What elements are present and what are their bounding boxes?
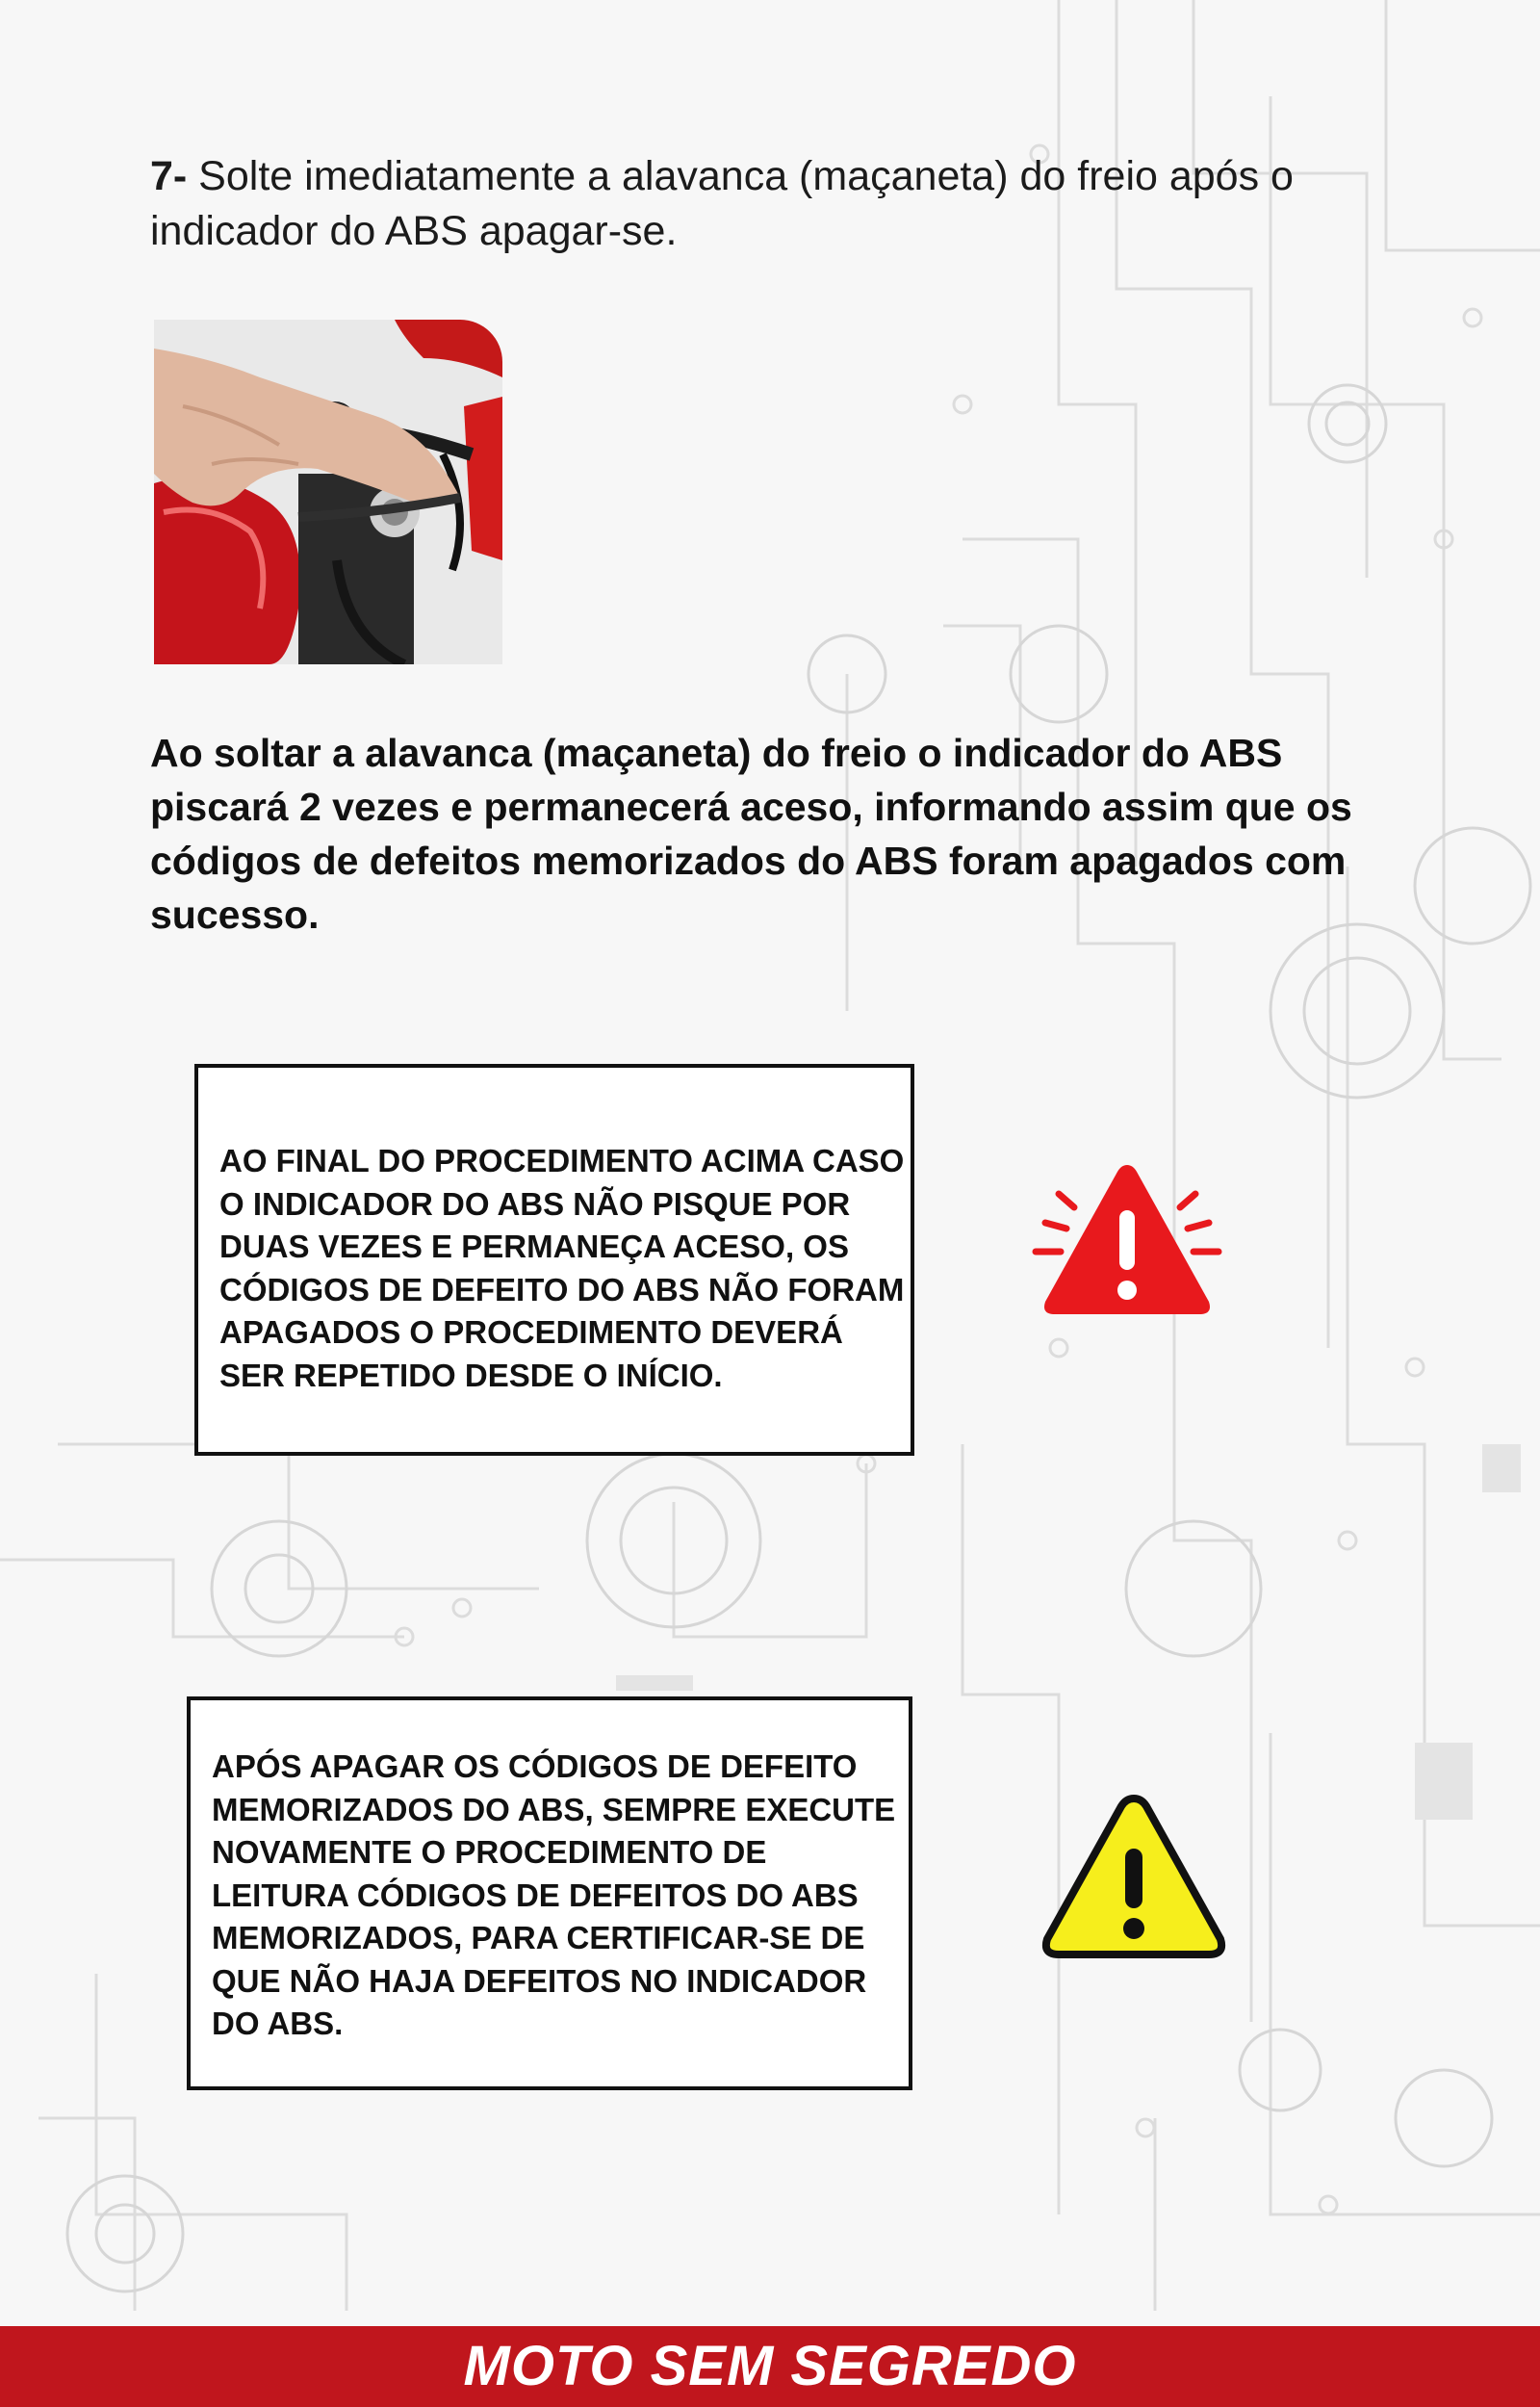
step-text: Solte imediatamente a alavanca (maçaneta) do freio após o indicador do ABS apagar-se. bbox=[150, 153, 1294, 254]
footer-brand-title: MOTO SEM SEGREDO bbox=[463, 2335, 1077, 2397]
warning-red-icon bbox=[1024, 1157, 1230, 1321]
note-box-reset-failed bbox=[194, 1064, 914, 1456]
step-7-instruction bbox=[150, 149, 1334, 259]
brake-lever-photo bbox=[154, 320, 502, 664]
warning-yellow-icon bbox=[1041, 1793, 1226, 1960]
result-paragraph: Ao soltar a alavanca (maçaneta) do freio o indicador do ABS piscará 2 vezes e permanecerá aceso, informando assim que os códigos de defeitos memorizados do ABS foram apagados com sucesso. bbox=[150, 731, 1352, 937]
note-box-reread-codes bbox=[187, 1696, 912, 2090]
note-text: APÓS APAGAR OS CÓDIGOS DE DEFEITO MEMORIZADOS DO ABS, SEMPRE EXECUTE NOVAMENTE O PROCEDIMENTO DE LEITURA CÓDIGOS DE DEFEITOS DO ABS MEMORIZADOS, PARA CERTIFICAR-SE DE QUE NÃO HAJA DEFEITOS NO INDICADOR DO ABS. bbox=[212, 1748, 896, 2041]
footer-bar bbox=[0, 2326, 1540, 2407]
step-number: 7- bbox=[150, 153, 188, 199]
note-text: AO FINAL DO PROCEDIMENTO ACIMA CASO O INDICADOR DO ABS NÃO PISQUE POR DUAS VEZES E PERMANEÇA ACESO, OS CÓDIGOS DE DEFEITO DO ABS NÃO FORAM APAGADOS O PROCEDIMENTO DEVERÁ SER REPETIDO DESDE O INÍCIO. bbox=[219, 1143, 905, 1393]
